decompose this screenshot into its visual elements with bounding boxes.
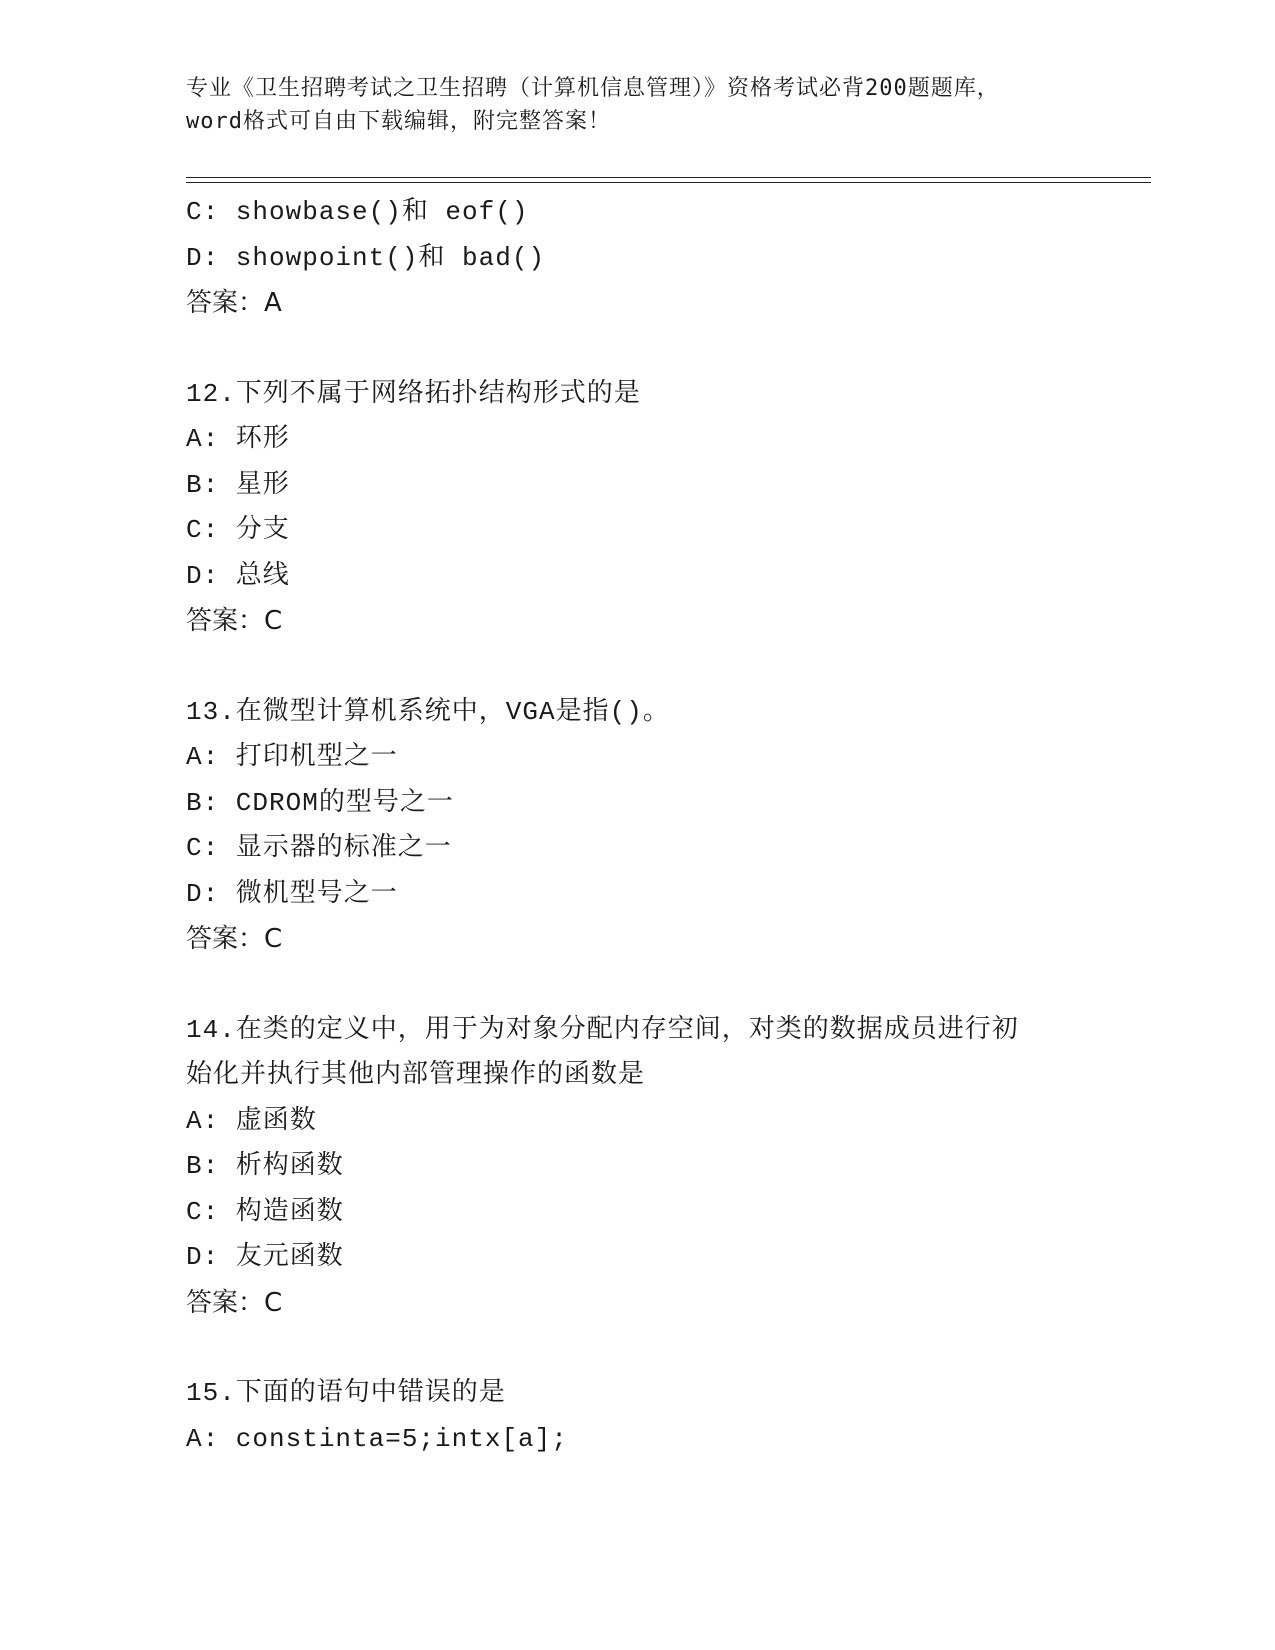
spacer — [186, 963, 1146, 1008]
question-text: 始化并执行其他内部管理操作的函数是 — [186, 1060, 646, 1090]
header-title-line-2: word格式可自由下载编辑，附完整答案！ — [186, 109, 611, 134]
option-line: B: 析构函数 — [186, 1151, 344, 1181]
answer-line: 答案：A — [186, 288, 282, 318]
question-text: 13.在微型计算机系统中，VGA是指()。 — [186, 696, 670, 727]
option-line: C: 构造函数 — [186, 1196, 344, 1227]
question-block — [186, 1008, 1146, 1327]
answer-line: 答案：C — [186, 1287, 283, 1318]
question-block — [186, 190, 1146, 327]
question-text: 12.下列不属于网络拓扑结构形式的是 — [186, 378, 641, 409]
option-line: D: showpoint()和 bad() — [186, 242, 546, 273]
question-block — [186, 372, 1146, 645]
option-line: D: 总线 — [186, 560, 290, 591]
option-line: C: 显示器的标准之一 — [186, 833, 452, 863]
spacer — [186, 327, 1146, 372]
spacer — [186, 1326, 1146, 1371]
document-header — [186, 72, 1086, 138]
question-list — [186, 190, 1146, 1462]
option-line: A: 打印机型之一 — [186, 742, 398, 772]
question-block — [186, 1371, 1146, 1462]
answer-line: 答案：C — [186, 924, 283, 954]
option-line: B: CDROM的型号之一 — [186, 787, 454, 818]
option-line: B: 星形 — [186, 469, 290, 500]
option-line: A: 环形 — [186, 424, 290, 454]
option-line: A: constinta=5;intx[a]; — [186, 1423, 568, 1454]
header-title-line-1: 专业《卫生招聘考试之卫生招聘（计算机信息管理）》资格考试必背200题题库， — [186, 76, 1000, 101]
option-line: D: 微机型号之一 — [186, 878, 398, 909]
option-line: C: 分支 — [186, 515, 290, 545]
question-text: 15.下面的语句中错误的是 — [186, 1378, 506, 1408]
option-line: C: showbase()和 eof() — [186, 197, 529, 227]
spacer — [186, 645, 1146, 690]
option-line: D: 友元函数 — [186, 1242, 344, 1272]
header-divider-top — [186, 177, 1151, 178]
question-text: 14.在类的定义中，用于为对象分配内存空间，对类的数据成员进行初 — [186, 1014, 1019, 1045]
answer-line: 答案：C — [186, 606, 283, 636]
header-divider-bottom — [186, 182, 1151, 183]
question-block — [186, 690, 1146, 963]
option-line: A: 虚函数 — [186, 1105, 317, 1136]
